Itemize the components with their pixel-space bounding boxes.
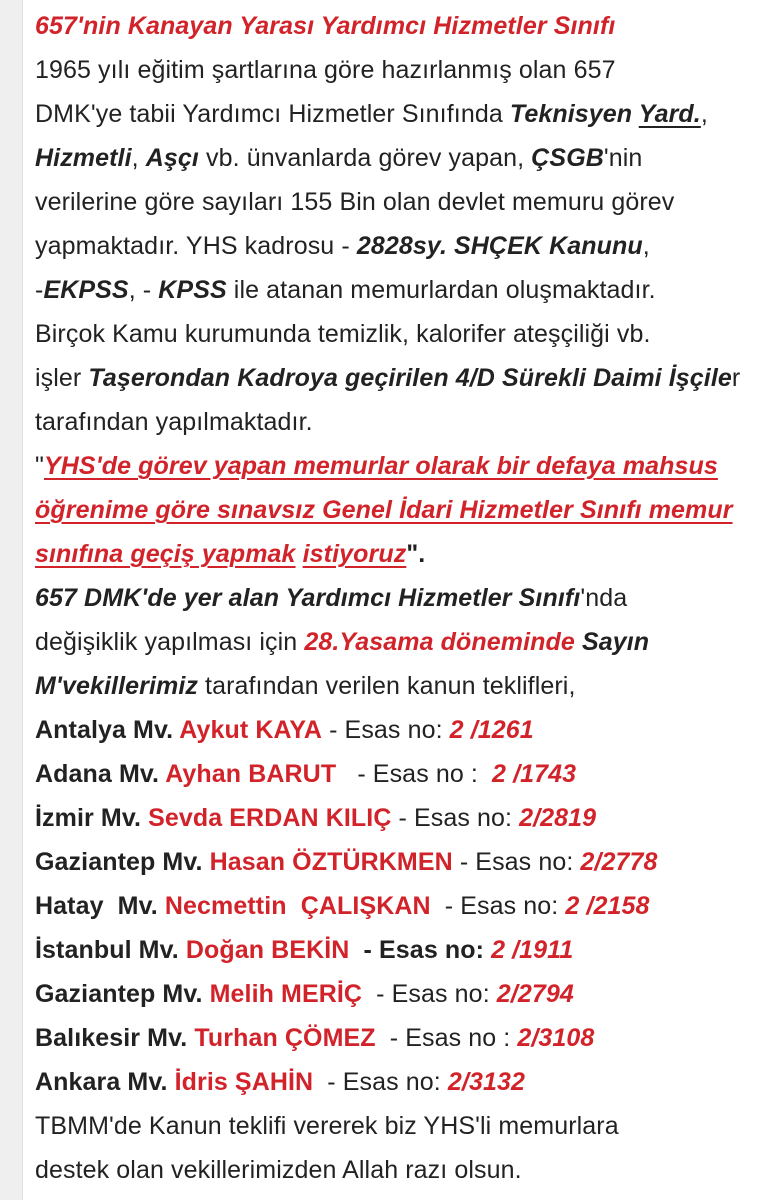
deputy-row: Ankara Mv. İdris ŞAHİN - Esas no: 2/3132 [35, 1068, 525, 1096]
para1-line-3: Hizmetli, Aşçı vb. ünvanlarda görev yapan, ÇSGB'nin [35, 144, 643, 172]
deputy-row: Adana Mv. Ayhan BARUT - Esas no : 2 /1743 [35, 760, 577, 788]
deputy-list [35, 708, 763, 1104]
para1-line-4: verilerine göre sayıları 155 Bin olan devlet memuru görev [35, 188, 675, 216]
deputy-row: İzmir Mv. Sevda ERDAN KILIÇ - Esas no: 2/2819 [35, 804, 597, 832]
para2-line-3: M'vekillerimiz tarafından verilen kanun teklifleri, [35, 672, 576, 700]
para2-line-1: 657 DMK'de yer alan Yardımcı Hizmetler Sınıfı'nda [35, 584, 628, 612]
para1-line-6: -EKPSS, - KPSS ile atanan memurlardan oluşmaktadır. [35, 276, 656, 304]
left-margin-bar [0, 0, 23, 1200]
para1-line-1: 1965 yılı eğitim şartlarına göre hazırlanmış olan 657 [35, 56, 616, 84]
document-body [23, 0, 779, 1200]
deputy-row: İstanbul Mv. Doğan BEKİN - Esas no: 2 /1911 [35, 936, 574, 964]
para1-line-5: yapmaktadır. YHS kadrosu - 2828sy. SHÇEK Kanunu, [35, 232, 650, 260]
para1-line-9: tarafından yapılmaktadır. [35, 408, 313, 436]
para1-line-8: işler Taşerondan Kadroya geçirilen 4/D Sürekli Daimi İşçiler [35, 364, 741, 392]
quote-line-3: sınıfına geçiş yapmak istiyoruz". [35, 540, 426, 568]
quote-line-1: "YHS'de görev yapan memurlar olarak bir defaya mahsus [35, 452, 718, 480]
para1-line-2: DMK'ye tabii Yardımcı Hizmetler Sınıfında Teknisyen Yard., [35, 100, 708, 128]
deputy-row: Gaziantep Mv. Hasan ÖZTÜRKMEN - Esas no: 2/2778 [35, 848, 658, 876]
deputy-row: Antalya Mv. Aykut KAYA - Esas no: 2 /1261 [35, 716, 534, 744]
para1-line-7: Birçok Kamu kurumunda temizlik, kalorifer ateşçiliği vb. [35, 320, 651, 348]
deputy-row: Balıkesir Mv. Turhan ÇÖMEZ - Esas no : 2/3108 [35, 1024, 595, 1052]
closing-line-2: destek olan vekillerimizden Allah razı olsun. [35, 1156, 522, 1184]
quote-line-2: öğrenime göre sınavsız Genel İdari Hizmetler Sınıfı memur [35, 496, 733, 524]
closing-line-1: TBMM'de Kanun teklifi vererek biz YHS'li memurlara [35, 1112, 619, 1140]
deputy-row: Hatay Mv. Necmettin ÇALIŞKAN - Esas no: 2 /2158 [35, 892, 650, 920]
para2-line-2: değişiklik yapılması için 28.Yasama döneminde Sayın [35, 628, 650, 656]
document-title: 657'nin Kanayan Yarası Yardımcı Hizmetler Sınıfı [35, 12, 616, 40]
deputy-row: Gaziantep Mv. Melih MERİÇ - Esas no: 2/2794 [35, 980, 574, 1008]
